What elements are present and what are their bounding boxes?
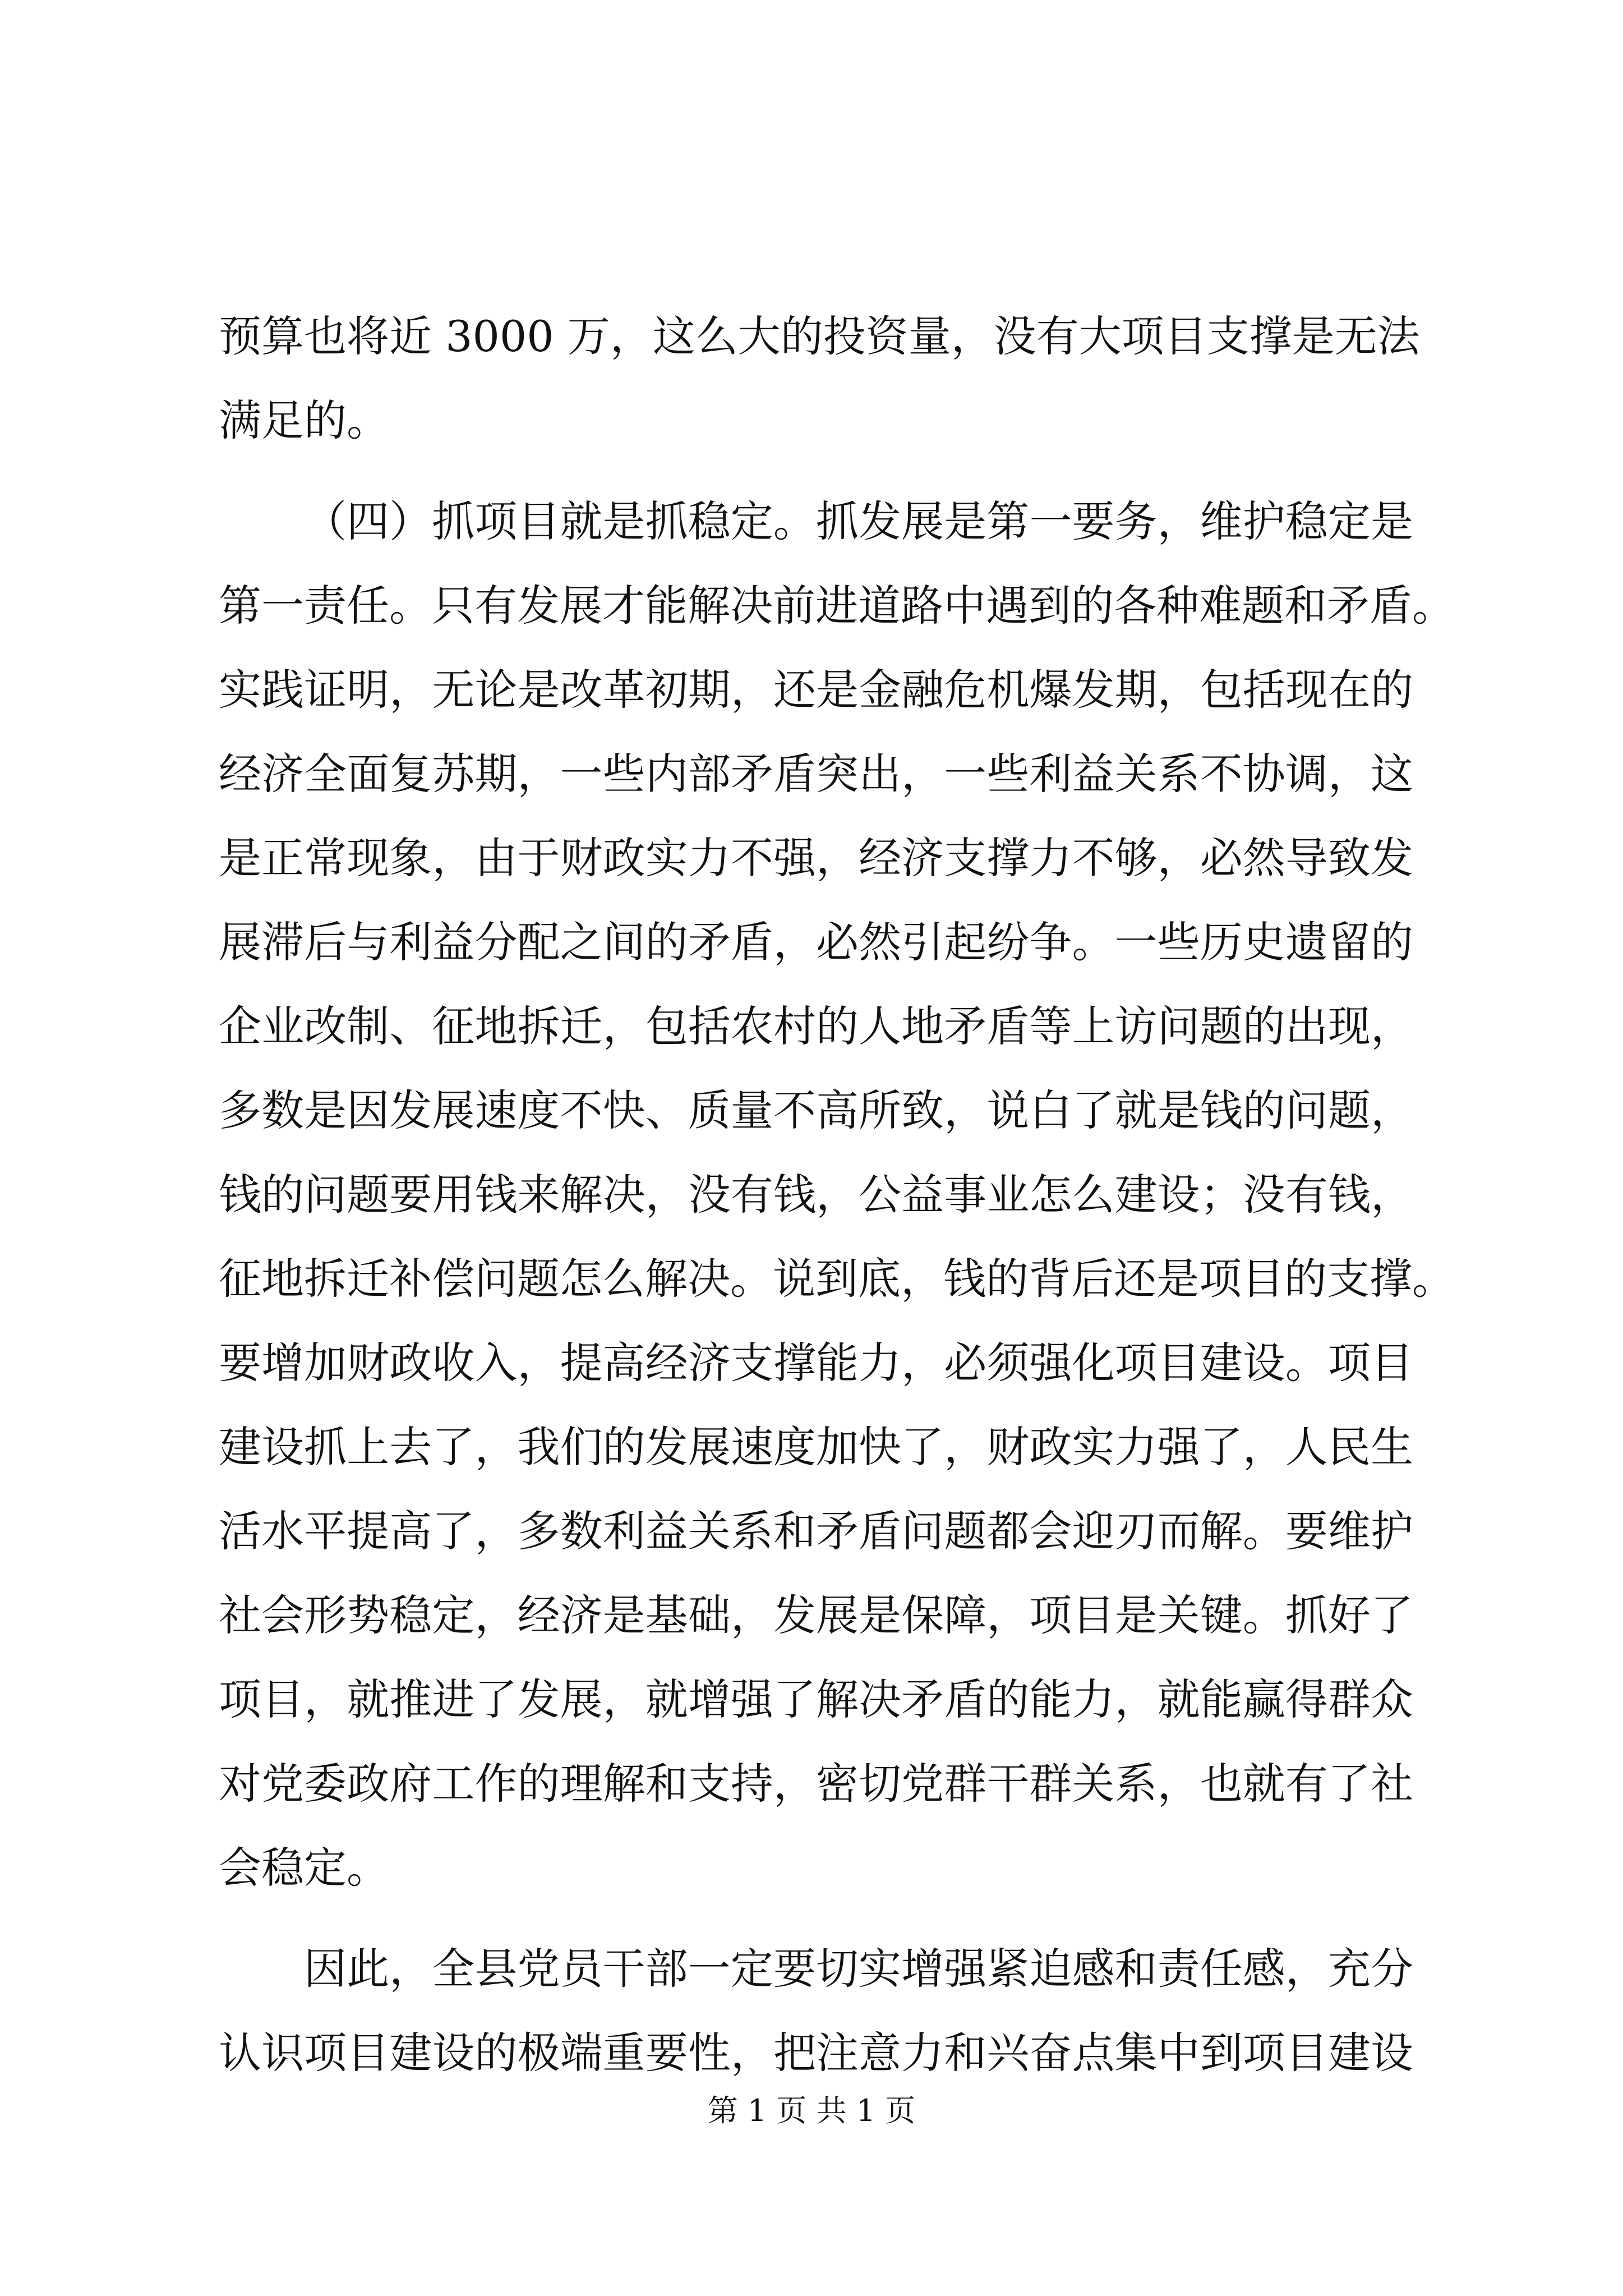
text-line: 实践证明，无论是改革初期，还是金融危机爆发期，包括现在的	[219, 665, 1413, 715]
text-line: 多数是因发展速度不快、质量不高所致，说白了就是钱的问题，	[219, 1085, 1413, 1135]
paragraph-1	[219, 295, 1420, 463]
text-line: （四）抓项目就是抓稳定。抓发展是第一要务，维护稳定是	[304, 496, 1413, 546]
text-line: 是正常现象，由于财政实力不强，经济支撑力不够，必然导致发	[219, 833, 1413, 883]
text-line: 社会形势稳定，经济是基础，发展是保障，项目是关键。抓好了	[219, 1590, 1413, 1640]
text-line: 预算也将近 3000 万，这么大的投资量，没有大项目支撑是无法	[219, 311, 1420, 361]
text-line: 展滞后与利益分配之间的矛盾，必然引起纷争。一些历史遗留的	[219, 917, 1413, 967]
page-footer: 第 1 页 共 1 页	[707, 2093, 916, 2128]
text-line: 认识项目建设的极端重要性，把注意力和兴奋点集中到项目建设	[219, 2028, 1413, 2078]
text-line: 项目，就推进了发展，就增强了解决矛盾的能力，就能赢得群众	[219, 1674, 1413, 1724]
text-line: 征地拆迁补偿问题怎么解决。说到底，钱的背后还是项目的支撑。	[219, 1254, 1455, 1304]
text-line: 要增加财政收入，提高经济支撑能力，必须强化项目建设。项目	[219, 1338, 1413, 1388]
text-line: 钱的问题要用钱来解决，没有钱，公益事业怎么建设；没有钱，	[219, 1170, 1413, 1220]
text-line: 活水平提高了，多数利益关系和矛盾问题都会迎刃而解。要维护	[219, 1506, 1413, 1556]
text-line: 企业改制、征地拆迁，包括农村的人地矛盾等上访问题的出现，	[219, 1001, 1413, 1051]
paragraph-3	[219, 1927, 1413, 2095]
text-line: 经济全面复苏期，一些内部矛盾突出，一些利益关系不协调，这	[219, 749, 1413, 799]
text-line: 对党委政府工作的理解和支持，密切党群干群关系，也就有了社	[219, 1759, 1413, 1809]
text-line: 第一责任。只有发展才能解决前进道路中遇到的各种难题和矛盾。	[219, 581, 1455, 631]
text-line: 建设抓上去了，我们的发展速度加快了，财政实力强了，人民生	[219, 1422, 1413, 1472]
text-line: 会稳定。	[219, 1843, 389, 1893]
document-body	[219, 295, 1455, 2095]
text-line: 满足的。	[219, 395, 389, 445]
paragraph-2	[219, 480, 1455, 1910]
text-line: 因此，全县党员干部一定要切实增强紧迫感和责任感，充分	[304, 1944, 1413, 1994]
